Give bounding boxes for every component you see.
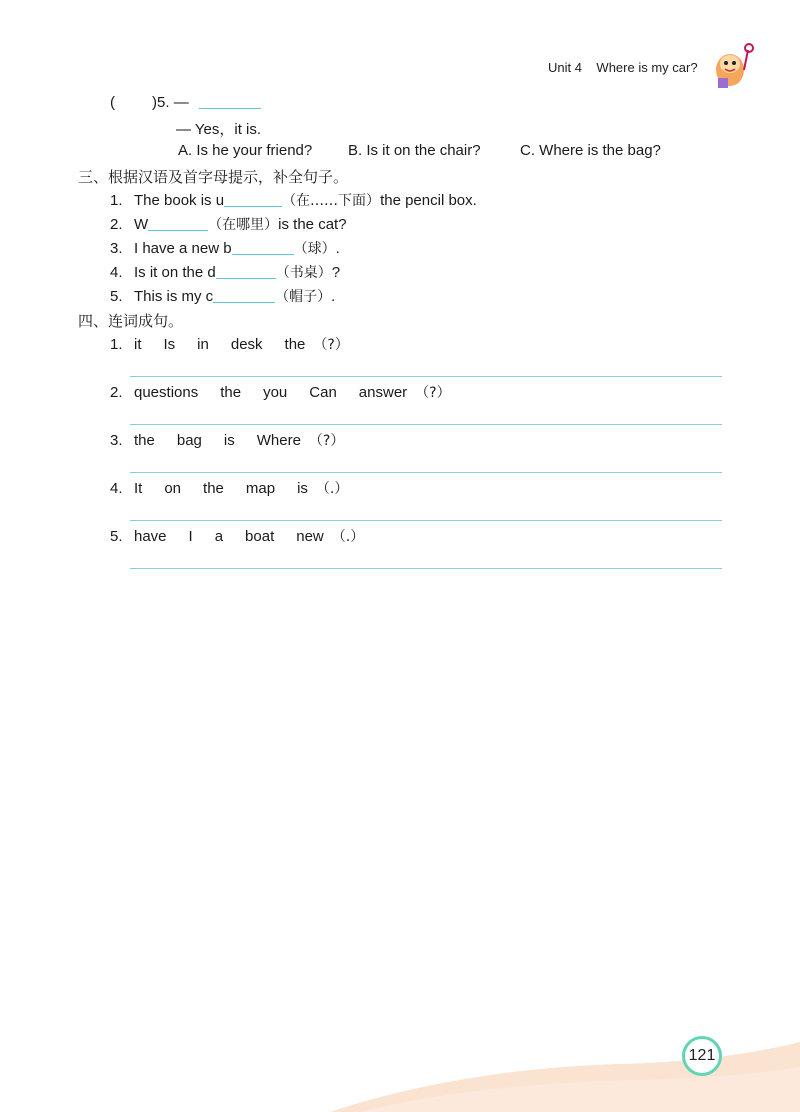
- option-c: C. Where is the bag?: [520, 142, 661, 159]
- option-a: A. Is he your friend?: [178, 142, 313, 159]
- s4-word: the: [134, 432, 155, 449]
- s4-word: Can: [309, 384, 337, 401]
- s4-word: is: [297, 480, 308, 497]
- s3-hint: （球）: [293, 241, 336, 257]
- s3-item-pre: I have a new b: [134, 240, 232, 257]
- s4-answer-line-5[interactable]: [130, 568, 722, 569]
- s3-blank[interactable]: [232, 240, 294, 255]
- s4-word: the: [203, 480, 224, 497]
- section-4-title: 四、连词成句。: [78, 312, 184, 330]
- s4-punct: （?）: [415, 385, 451, 401]
- s4-word: questions: [134, 384, 199, 401]
- s4-word: It: [134, 480, 143, 497]
- s3-item-num: 3.: [110, 240, 123, 257]
- s3-item-post: .: [335, 240, 340, 257]
- s4-word: new: [296, 528, 324, 545]
- s4-item-2: [110, 382, 451, 402]
- s3-blank[interactable]: [216, 264, 276, 279]
- s3-item-post: the pencil box.: [380, 192, 477, 209]
- s4-word: Is: [163, 336, 176, 353]
- s4-word: the: [284, 336, 306, 353]
- s3-item-5: [110, 286, 335, 306]
- s4-item-num: 2.: [110, 384, 123, 401]
- s4-item-4: [110, 478, 348, 498]
- option-b: B. Is it on the chair?: [348, 142, 481, 159]
- mascot-icon: [710, 40, 756, 92]
- s4-item-num: 1.: [110, 336, 123, 353]
- s4-word: in: [197, 336, 209, 353]
- s3-item-post: is the cat?: [278, 216, 347, 233]
- dash: —: [173, 94, 189, 111]
- s4-item-1: [110, 334, 349, 354]
- s4-word: a: [214, 528, 224, 545]
- footer-wave: [0, 1012, 800, 1112]
- s3-blank[interactable]: [213, 288, 275, 303]
- s4-word: on: [164, 480, 182, 497]
- s3-item-pre: The book is u: [134, 192, 225, 209]
- s4-word: it: [134, 336, 142, 353]
- s4-word: boat: [245, 528, 275, 545]
- s4-word: answer: [358, 384, 408, 401]
- unit-title: Where is my car?: [596, 60, 698, 75]
- s3-hint: （帽子）: [275, 289, 332, 305]
- s3-hint: （在哪里）: [208, 217, 279, 233]
- s4-word: have: [134, 528, 167, 545]
- s4-word: I: [188, 528, 193, 545]
- question-5-reply: — Yes，it is.: [176, 121, 262, 138]
- s4-word: the: [220, 384, 242, 401]
- question-5-blank[interactable]: [199, 94, 261, 109]
- s3-item-pre: W: [134, 216, 149, 233]
- s4-punct: （?）: [308, 433, 345, 449]
- s4-item-num: 5.: [110, 528, 123, 545]
- s3-blank[interactable]: [148, 216, 208, 231]
- s3-item-1: [110, 190, 477, 210]
- page-number: 121: [682, 1036, 722, 1076]
- s4-word: map: [245, 480, 276, 497]
- s3-item-num: 5.: [110, 288, 123, 305]
- s4-word: desk: [230, 336, 263, 353]
- s4-punct: （.）: [315, 481, 349, 497]
- s4-word: is: [223, 432, 235, 449]
- unit-header: [548, 60, 698, 75]
- s3-blank[interactable]: [224, 192, 282, 207]
- s4-punct: （?）: [313, 337, 349, 353]
- s3-item-3: [110, 238, 340, 258]
- s3-item-post: .: [331, 288, 336, 305]
- s4-item-5: [110, 526, 364, 546]
- s3-item-num: 4.: [110, 264, 123, 281]
- s3-item-num: 1.: [110, 192, 123, 209]
- s3-item-4: [110, 262, 340, 282]
- s4-word: Where: [256, 432, 301, 449]
- question-5: [110, 94, 261, 111]
- s3-item-2: [110, 214, 347, 234]
- s3-hint: （书桌）: [275, 265, 332, 281]
- s3-item-post: ?: [331, 264, 341, 281]
- s4-answer-line-1[interactable]: [130, 376, 722, 377]
- s4-answer-line-4[interactable]: [130, 520, 722, 521]
- answer-paren-open: (: [110, 94, 115, 111]
- s4-item-3: [110, 430, 344, 450]
- question-number: )5.: [152, 94, 170, 111]
- s4-item-num: 4.: [110, 480, 123, 497]
- s4-answer-line-3[interactable]: [130, 472, 722, 473]
- section-3-title: 三、根据汉语及首字母提示，补全句子。: [78, 168, 349, 186]
- s4-punct: （.）: [331, 529, 365, 545]
- s4-item-num: 3.: [110, 432, 123, 449]
- s4-word: bag: [176, 432, 202, 449]
- s3-hint: （在……下面）: [282, 193, 381, 209]
- unit-label: Unit 4: [548, 60, 582, 75]
- s4-word: you: [263, 384, 288, 401]
- s3-item-pre: This is my c: [134, 288, 214, 305]
- s3-item-pre: Is it on the d: [134, 264, 216, 281]
- s3-item-num: 2.: [110, 216, 123, 233]
- s4-answer-line-2[interactable]: [130, 424, 722, 425]
